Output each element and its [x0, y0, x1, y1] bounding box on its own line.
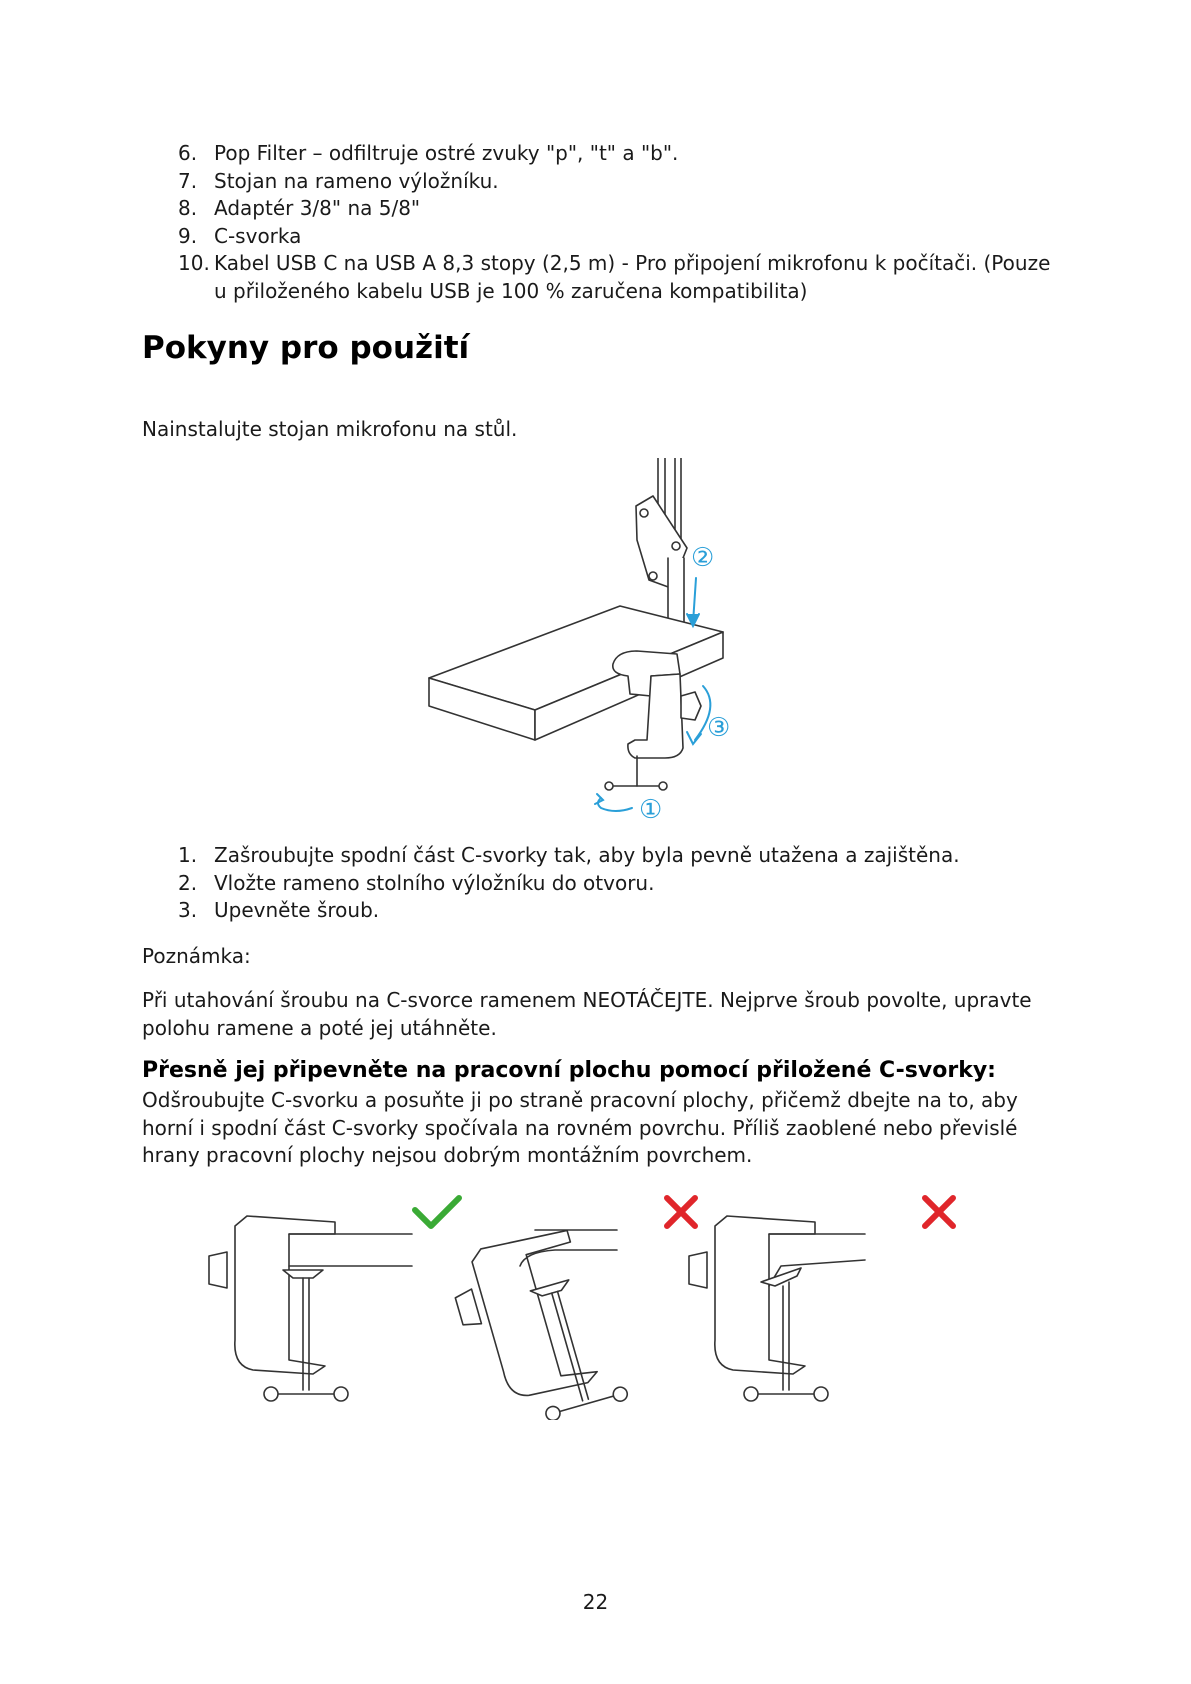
list-text: Pop Filter – odfiltruje ostré zvuky "p", "t" a "b".: [214, 141, 679, 165]
step-marker-2: ②: [691, 543, 715, 573]
parts-list: [142, 140, 1062, 305]
clamp-handle-end: [264, 1387, 278, 1401]
step-marker-3: ③: [707, 713, 731, 743]
clamp-frame: [235, 1216, 335, 1374]
mount-text: Odšroubujte C-svorku a posuňte ji po straně pracovní plochy, přičemž dbejte na to, aby horní i spodní část C-svorky spočívala na rovném povrchu. Příliš zaoblené nebo převislé hrany pracovní plochy nejsou dobrým montážním povrchem.: [142, 1088, 1018, 1167]
list-number: 3.: [178, 898, 198, 922]
note-label: Poznámka:: [142, 944, 251, 968]
list-text: Vložte rameno stolního výložníku do otvoru.: [214, 870, 655, 895]
list-text: Upevněte šroub.: [214, 898, 380, 922]
list-item: [142, 168, 1062, 196]
cross-icon: [667, 1198, 695, 1226]
clamp-wrong-tilted: [444, 1221, 629, 1420]
clamp-knob: [689, 1252, 707, 1288]
list-item: [142, 250, 1062, 305]
clamp-correct: [209, 1216, 412, 1401]
list-item: [142, 195, 1062, 223]
list-text: Zašroubujte spodní část C-svorky tak, aby byla pevně utažena a zajištěna.: [214, 843, 960, 867]
clamp-handle-end: [659, 782, 667, 790]
list-number: 7.: [178, 168, 198, 193]
clamp-handle-end: [814, 1387, 828, 1401]
check-icon: [415, 1198, 459, 1226]
clamp-mounting-illustration: [205, 1190, 995, 1420]
list-item: [142, 140, 1062, 168]
list-number: 6.: [178, 141, 198, 165]
list-number: 8.: [178, 196, 198, 220]
clamp-handle-end: [605, 782, 613, 790]
steps-list: [142, 842, 1062, 925]
clamp-knob: [454, 1289, 481, 1329]
step-marker-1: ①: [639, 795, 663, 820]
list-text: Stojan na rameno výložníku.: [214, 168, 499, 193]
section-title: Pokyny pro použití: [142, 330, 470, 366]
clamp-frame: [715, 1216, 815, 1374]
list-item: [142, 897, 1062, 925]
install-instruction: Nainstalujte stojan mikrofonu na stůl.: [142, 417, 518, 441]
list-text: Kabel USB C na USB A 8,3 stopy (2,5 m) - Pro připojení mikrofonu k počítači. (Pouze u přiloženého kabelu USB je 100 % zaručena kompatibilita): [214, 251, 1051, 303]
list-item: [142, 870, 1062, 898]
clamp-handle-end: [744, 1387, 758, 1401]
list-number: 9.: [178, 223, 198, 248]
clamp-wrong-overhang: [689, 1216, 865, 1401]
list-text: Adaptér 3/8" na 5/8": [214, 196, 421, 220]
list-text: C-svorka: [214, 223, 302, 248]
mount-heading: Přesně jej připevněte na pracovní plochu pomocí přiložené C-svorky:: [142, 1058, 996, 1083]
clamp-handle-end: [334, 1387, 348, 1401]
list-number: 1.: [178, 843, 198, 867]
cross-icon: [925, 1198, 953, 1226]
note-text: Při utahování šroubu na C-svorce ramenem NEOTÁČEJTE. Nejprve šroub povolte, upravte polohu ramene a poté jej utáhněte.: [142, 988, 1032, 1040]
clamp-handle-end: [544, 1405, 561, 1420]
list-item: [142, 842, 1062, 870]
clamp-knob: [681, 692, 701, 720]
install-illustration: [425, 458, 775, 820]
clamp-handle: [559, 1396, 615, 1412]
list-number: 10.: [178, 251, 210, 275]
page-number: 22: [582, 1590, 609, 1614]
clamp-handle-end: [612, 1385, 629, 1402]
list-number: 2.: [178, 870, 198, 895]
list-item: [142, 223, 1062, 251]
clamp-knob: [209, 1252, 227, 1288]
